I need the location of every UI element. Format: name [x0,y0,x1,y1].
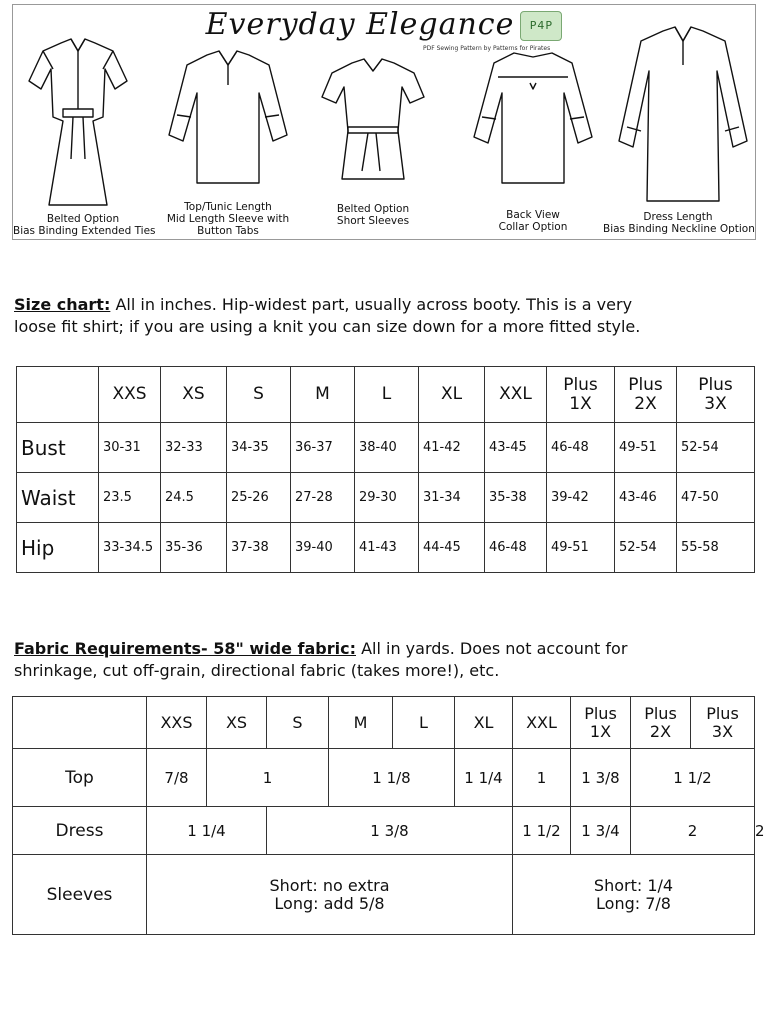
p4p-logo-icon: P4P [520,11,562,41]
table-row [13,749,755,807]
belted-dress-illustration [23,29,133,215]
table-cell: 35-36 [161,523,227,573]
table-cell: 1 [513,749,571,807]
table-cell: 52-54 [677,423,755,473]
table-row [17,473,755,523]
corner-cell [17,367,99,423]
table-cell: 41-43 [355,523,419,573]
row-label: Hip [17,523,99,573]
size-header: XXL [485,367,547,423]
table-cell: 49-51 [615,423,677,473]
size-header: S [267,697,329,749]
table-cell: 23.5 [99,473,161,523]
pattern-subtitle: PDF Sewing Pattern by Patterns for Pirates [423,45,551,52]
table-cell: 41-42 [419,423,485,473]
size-header: Plus 1X [547,367,615,423]
table-cell: Short: 1/4 Long: 7/8 [513,855,755,935]
row-label: Bust [17,423,99,473]
fabric-intro: Fabric Requirements- 58" wide fabric: All in yards. Does not account for shrinkage, cut off-grain, directional fabric (takes more!), etc. [14,639,628,680]
table-cell: 37-38 [227,523,291,573]
row-label: Top [13,749,147,807]
tunic-top-illustration [163,45,293,195]
table-cell: 32-33 [161,423,227,473]
table-row [17,523,755,573]
table-cell: 38-40 [355,423,419,473]
size-header: XL [455,697,513,749]
fabric-header-row [13,697,755,749]
view-caption-5: Dress Length Bias Binding Neckline Option [603,211,755,235]
size-header: XS [207,697,267,749]
table-cell: 31-34 [419,473,485,523]
table-cell: 39-40 [291,523,355,573]
table-cell: 35-38 [485,473,547,523]
table-cell: 34-35 [227,423,291,473]
size-header: L [355,367,419,423]
table-cell: 49-51 [547,523,615,573]
table-cell: 1 1/2 [631,749,755,807]
size-header: XXS [147,697,207,749]
corner-cell [13,697,147,749]
size-chart-intro: Size chart: All in inches. Hip-widest part, usually across booty. This is a very loose fit shirt; if you are using a knit you can size down for a more fitted style. [14,295,641,336]
table-cell: 1 [207,749,329,807]
size-header: XXS [99,367,161,423]
size-chart-heading: Size chart: [14,295,111,314]
back-view-illustration [468,43,598,193]
row-label: Dress [13,807,147,855]
table-cell: 2 [631,807,755,855]
table-cell: 1 3/8 [267,807,513,855]
size-header: L [393,697,455,749]
view-caption-3: Belted Option Short Sleeves [336,203,410,227]
table-cell: 1 1/8 [329,749,455,807]
table-cell: Short: no extra Long: add 5/8 [147,855,513,935]
size-header: Plus 2X [615,367,677,423]
table-cell: 39-42 [547,473,615,523]
size-header: M [329,697,393,749]
size-header: Plus 2X [631,697,691,749]
dress-length-illustration [613,21,753,211]
view-caption-4: Back View Collar Option [498,209,568,233]
table-cell: 52-54 [615,523,677,573]
view-caption-1: Belted Option Bias Binding Extended Ties [13,213,156,237]
pattern-title: Everyday Elegance P4P [13,7,755,42]
fabric-requirements-table [12,696,765,935]
view-caption-2: Top/Tunic Length Mid Length Sleeve with Button Tabs [166,201,290,237]
table-cell: 24.5 [161,473,227,523]
pattern-header [12,4,756,240]
table-cell: 1 1/4 [147,807,267,855]
table-cell: 1 1/4 [455,749,513,807]
size-header: Plus 3X [677,367,755,423]
table-cell: 47-50 [677,473,755,523]
table-cell: 30-31 [99,423,161,473]
table-cell: 33-34.5 [99,523,161,573]
table-cell: 1 3/8 [571,749,631,807]
size-header-row [17,367,755,423]
table-row [13,855,755,935]
table-cell: 44-45 [419,523,485,573]
table-cell: 36-37 [291,423,355,473]
row-label: Sleeves [13,855,147,935]
table-cell: 7/8 [147,749,207,807]
table-cell: 25-26 [227,473,291,523]
size-chart-table [16,366,755,573]
table-cell: 43-45 [485,423,547,473]
table-cell: 1 1/2 [513,807,571,855]
size-header: M [291,367,355,423]
table-row: Dress 1 1/4 1 3/8 1 1/2 1 3/4 2 2 [13,807,755,855]
size-header: Plus 1X [571,697,631,749]
size-header: S [227,367,291,423]
table-cell: 46-48 [547,423,615,473]
fabric-heading: Fabric Requirements- 58" wide fabric: [14,639,356,658]
row-label: Waist [17,473,99,523]
table-cell: 1 3/4 [571,807,631,855]
table-cell: 46-48 [485,523,547,573]
table-cell: 27-28 [291,473,355,523]
size-header: Plus 3X [691,697,755,749]
size-header: XS [161,367,227,423]
size-header: XL [419,367,485,423]
table-cell: 43-46 [615,473,677,523]
table-row [17,423,755,473]
table-cell: 55-58 [677,523,755,573]
table-cell: 29-30 [355,473,419,523]
size-header: XXL [513,697,571,749]
belted-top-illustration [318,53,428,193]
